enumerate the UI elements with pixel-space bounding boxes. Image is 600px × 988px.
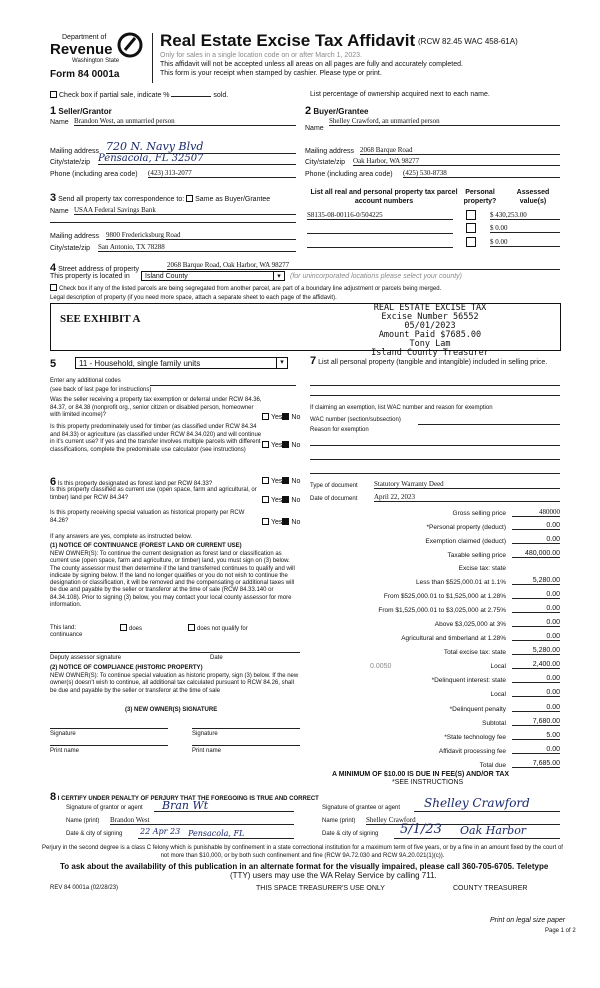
current-use-question: Is this property classified as current use (open space, farm and agricultural, or timber) land per RCW 84.34? (50, 487, 257, 501)
continuance-heading: (1) NOTICE OF CONTINUANCE (FOREST LAND OR CURRENT USE) (50, 543, 242, 549)
page-number: Page 1 of 2 (545, 928, 576, 934)
legal-description-label: Legal description of property (if you need more space, attach a separate sheet to each page of the affidavit). (50, 295, 337, 301)
form-citation: (RCW 82.45 WAC 458-61A) (418, 37, 518, 46)
grantee-date-label: Date & city of signing (322, 831, 379, 837)
corr-city-label: City/state/zip (50, 245, 91, 252)
buyer-address-field[interactable]: 2068 Barque Road (360, 146, 560, 155)
does-not-qualify-row: does not qualify for (188, 624, 248, 632)
fee-label: Less than $525,000.01 at 1.1% (416, 579, 506, 586)
seller-name-label: Name (50, 119, 69, 126)
treasurer-use-only: THIS SPACE TREASURER'S USE ONLY (256, 885, 385, 892)
legal-description-value: SEE EXHIBIT A (60, 313, 141, 325)
buyer-name-label: Name (305, 125, 324, 132)
seller-city-label: City/state/zip (50, 159, 91, 166)
buyer-name-field[interactable]: Shelley Crawford, an unmarried person (329, 117, 560, 126)
fee-value[interactable]: 5,280.00 (512, 577, 560, 585)
fee-value[interactable]: 0.00 (512, 619, 560, 627)
personal-property-checkbox[interactable] (466, 210, 476, 220)
instructions-note: If any answers are yes, complete as instructed below. (50, 534, 193, 540)
buyer-city-label: City/state/zip (305, 159, 346, 166)
does-checkbox[interactable] (120, 624, 127, 631)
timber-question: Is this property predominately used for timber (as classified under RCW 84.34 and 84.33) or agriculture (as classified under RCW 84.34.020) and will continue in it's current use? If yes and the transfer involves multiple parcels with different classifications, complete the predominate use calculator (see instructions) (50, 424, 262, 453)
fee-value[interactable]: 0.00 (512, 746, 560, 754)
county-select[interactable]: Island County ▾ (141, 271, 285, 281)
corr-name-field[interactable]: USAA Federal Savings Bank (74, 206, 296, 215)
county-hint: (for unincorporated locations please select your county) (290, 273, 462, 280)
exemption-question: Was the seller receiving a property tax exemption or deferral under RCW 84.36, 84.37, or 84.38 (nonprofit org., senior citizen or disabled person, homeowner with limited income)? (50, 397, 262, 418)
timber-yes-no: Yes No (262, 441, 300, 449)
dor-logo-icon (117, 32, 143, 58)
assessed-value-field[interactable]: $ 0.00 (490, 224, 560, 233)
buyer-address-label: Mailing address (305, 148, 355, 155)
fee-value[interactable]: 480000 (512, 508, 560, 517)
form-number: Form 84 0001a (50, 69, 120, 80)
assessed-value-header: Assessed value(s) (516, 189, 550, 205)
stamp-line: Amount Paid $7685.00 (378, 330, 482, 340)
fee-label: Total due (479, 762, 506, 769)
grantee-date-field[interactable]: 5/1/23 (400, 822, 442, 837)
parcel-number-field[interactable] (307, 225, 453, 234)
treasurer-stamp (330, 304, 530, 358)
fee-value[interactable]: 5.00 (512, 732, 560, 740)
yes-checkbox[interactable] (262, 441, 269, 448)
seller-city-field[interactable]: Pensacola, FL 32507 (98, 153, 296, 165)
grantor-date-field[interactable]: 22 Apr 23 (140, 827, 181, 836)
yes-checkbox[interactable] (262, 413, 269, 420)
segregation-row: Check box if any of the listed parcels are being segregated from another parcel, are part of a boundary line adjustment or parcels being merged. (50, 284, 441, 292)
no-checkbox[interactable] (282, 496, 289, 503)
form-title: Real Estate Excise Tax Affidavit (160, 31, 416, 50)
segregation-checkbox[interactable] (50, 284, 57, 291)
fee-label: Excise tax: state (458, 565, 506, 572)
fee-value[interactable]: 0.00 (512, 591, 560, 599)
fee-label: Total excise tax: state (443, 649, 506, 656)
land-use-code-select[interactable]: 11 - Household, single family units ▾ (75, 357, 288, 369)
personal-property-checkbox[interactable] (466, 223, 476, 233)
stamp-line: Excise Number 56552 (381, 312, 479, 322)
additional-codes-note: (see back of last page for instructions) (50, 387, 152, 393)
buyer-city-field[interactable]: Oak Harbor, WA 98277 (353, 157, 560, 166)
assessed-value-field[interactable]: $ 0.00 (490, 238, 560, 247)
fee-label: Gross selling price (452, 510, 506, 517)
fee-value[interactable]: 0.00 (512, 633, 560, 641)
accessibility-line-1: To ask about the availability of this publication in an alternate format for the visually impaired, please call 360-705-6705. Teletype (60, 862, 549, 871)
fee-label: *Delinquent interest: state (431, 677, 506, 684)
personal-property-checkbox[interactable] (466, 237, 476, 247)
section-5-number: 5 (50, 358, 57, 370)
fee-label: Agricultural and timberland at 1.28% (401, 635, 506, 642)
dept-line1: Department of (62, 34, 107, 41)
parcel-number-field[interactable] (307, 239, 453, 248)
partial-sale-checkbox[interactable] (50, 91, 57, 98)
compliance-heading: (2) NOTICE OF COMPLIANCE (HISTORIC PROPERTY) (50, 665, 203, 671)
fee-value[interactable]: 0.00 (512, 704, 560, 712)
seller-phone-label: Phone (including area code) (50, 171, 138, 178)
forest-land-question: 6 Is this property designated as forest land per RCW 84.33? (50, 476, 213, 488)
property-address-label: 4 Street address of property (50, 262, 140, 274)
wac-number-label: WAC number (section/subsection) (310, 417, 401, 423)
forest-yes-no: Yes No (262, 477, 300, 485)
grantor-signature[interactable]: Bran Wt (162, 799, 209, 812)
county-treasurer-label: COUNTY TREASURER (453, 885, 528, 892)
grantee-city-field[interactable]: Oak Harbor (460, 824, 527, 837)
buyer-phone-field[interactable]: (425) 530-8738 (403, 169, 560, 178)
grantee-name-field[interactable]: Shelley Crawford (366, 816, 560, 825)
deputy-date-label: Date (210, 655, 223, 661)
fee-label: Above $3,025,000 at 3% (434, 621, 506, 628)
corr-address-field[interactable]: 9800 Fredericksburg Road (106, 231, 296, 240)
same-as-buyer-checkbox[interactable] (186, 195, 193, 202)
stamp-line: REAL ESTATE EXCISE TAX (373, 303, 487, 313)
compliance-text: NEW OWNER(S): To continue special valuation as historic property, sign (3) below. If the new owner(s) doesn't wish to continue, all additional tax calculated pursuant to RCW 84.26, shall be due and payable by the seller or transferor at the time of sale (50, 673, 299, 694)
grantor-date-label: Date & city of signing (66, 831, 123, 837)
revision-number: REV 84 0001a (02/28/23) (50, 885, 119, 891)
yes-checkbox[interactable] (262, 518, 269, 525)
fee-value[interactable]: 480,000.00 (512, 550, 560, 558)
grantee-signature[interactable]: Shelley Crawford (424, 796, 530, 810)
corr-name-label: Name (50, 208, 69, 215)
partial-sale-row: Check box if partial sale, indicate % sold. (50, 91, 228, 99)
fee-label: *Delinquent penalty (449, 706, 506, 713)
document-type-field[interactable]: Statutory Warranty Deed (374, 480, 560, 489)
accessibility-line-2: (TTY) users may use the WA Relay Service by calling 711. (230, 871, 437, 880)
fee-value[interactable]: 0.00 (512, 675, 560, 683)
grantor-name-field[interactable]: Brandon West (110, 816, 294, 825)
continuance-text: NEW OWNER(S): To continue the current designation as forest land or classification as current use (open space, farm and agriculture, or timber) land, you must sign on (3) below. The county assessor must then determine if the land transferred continues to qualify and will indicate by signing below. If the land no longer qualifies or you do not wish to continue the designation or classification, it will be removed and the compensating or additional taxes will be due and payable by the seller or transferor at the time of sale (RCW 84.33.140 or 84.34.108). Prior to signing (3) below, you may contact your local county assessor for more information. (50, 551, 295, 609)
fee-label: From $1,525,000.01 to $3,025,000 at 2.75% (378, 607, 506, 614)
personal-property-label: 7 List all personal property (tangible and intangible) included in selling price. (310, 355, 548, 367)
exemption-yes-no: Yes No (262, 413, 300, 421)
fee-value[interactable]: 7,685.00 (512, 760, 560, 768)
does-not-checkbox[interactable] (188, 624, 195, 631)
no-checkbox[interactable] (282, 413, 289, 420)
seller-heading: 1 Seller/Grantor (50, 105, 112, 117)
buyer-phone-label: Phone (including area code) (305, 171, 393, 178)
document-date-field[interactable]: April 22, 2023 (374, 493, 560, 502)
this-land-label: This land: (50, 625, 77, 631)
note-2: This affidavit will not be accepted unless all areas on all pages are fully and accurately completed. (160, 61, 463, 68)
fee-value[interactable]: 7,680.00 (512, 718, 560, 726)
grantor-city-field[interactable]: Pensacola, FL (188, 829, 245, 838)
signature-label: Signature (50, 731, 76, 737)
chevron-down-icon: ▾ (276, 358, 287, 368)
local-rate: 0.0050 (370, 663, 392, 670)
print-name-label: Print name (192, 748, 222, 754)
assessed-value-field[interactable]: $ 430,253.00 (490, 211, 560, 220)
no-checkbox[interactable] (282, 441, 289, 448)
yes-checkbox[interactable] (262, 477, 269, 484)
seller-name-field[interactable]: Brandon West, an unmarried person (74, 117, 296, 126)
fee-label: *State technology fee (444, 734, 506, 741)
fee-value[interactable]: 5,280.00 (512, 647, 560, 655)
no-checkbox[interactable] (282, 477, 289, 484)
buyer-heading: 2 Buyer/Grantee (305, 105, 369, 117)
signature-label: Signature (192, 731, 218, 737)
print-name-label: Print name (50, 748, 80, 754)
seller-phone-field[interactable]: (423) 313-2077 (148, 169, 296, 178)
historic-question: Is this property receiving special valuation as historical property per RCW 84.26? (50, 510, 245, 524)
fee-value[interactable]: 0.00 (512, 689, 560, 697)
seller-address-field[interactable]: 720 N. Navy Blvd (106, 140, 296, 154)
note-1: Only for sales in a single location code on or after March 1, 2023. (160, 52, 362, 59)
fee-label: Taxable selling price (447, 552, 506, 559)
dept-line2: Revenue (50, 41, 113, 58)
fee-value[interactable]: 2,400.00 (512, 661, 560, 669)
property-address-field[interactable]: 2068 Barque Road, Oak Harbor, WA 98277 (167, 261, 560, 270)
stamp-line: Tony Lam (409, 339, 451, 349)
does-qualify-row: does (120, 624, 142, 632)
additional-codes-label: Enter any additional codes (50, 378, 121, 384)
correspondence-heading: 3 Send all property tax correspondence to: Same as Buyer/Grantee (50, 192, 271, 204)
current-use-yes-no: Yes No (262, 496, 300, 504)
minimum-fee-note: A MINIMUM OF $10.00 IS DUE IN FEE(S) AND/OR TAX (332, 771, 510, 778)
fee-value[interactable]: 0.00 (512, 605, 560, 613)
perjury-statement: Perjury in the second degree is a class C felony which is punishable by confinement in a state correctional institution for a maximum term of five years, or by a fine in an amount fixed by the court of not more than $10,000, or by both such confinement and fine (RCW 9A.72.030 and RCW 9A.20.021(1)(c)). (42, 845, 563, 859)
continuance-label: continuance (50, 632, 83, 638)
list-percentage-note: List percentage of ownership acquired next to each name. (310, 91, 490, 98)
grantor-signature-label: Signature of grantor or agent (66, 805, 143, 811)
personal-property-header: Personal property? (463, 189, 497, 205)
stamp-line: 05/01/2023 (404, 321, 456, 331)
location-label: This property is located in (50, 273, 130, 280)
grantee-name-label: Name (print) (322, 818, 356, 824)
note-3: This form is your receipt when stamped by cashier. Please type or print. (160, 70, 382, 77)
fee-label: *Personal property (deduct) (426, 524, 506, 531)
parcel-header: List all real and personal property tax parcel account numbers (310, 189, 458, 205)
see-instructions: *SEE INSTRUCTIONS (392, 779, 464, 786)
fee-label: Subtotal (482, 720, 506, 727)
fee-label: Local (490, 691, 506, 698)
corr-city-field[interactable]: San Antonio, TX 78288 (98, 243, 296, 252)
no-checkbox[interactable] (282, 518, 289, 525)
fee-value[interactable]: 0.00 (512, 536, 560, 544)
dept-line3: Washington State (72, 58, 120, 64)
historic-yes-no: Yes No (262, 518, 300, 526)
document-date-label: Date of document (310, 496, 358, 502)
exemption-reason-label: Reason for exemption (310, 427, 369, 433)
fee-label: From $525,000.01 to $1,525,000 at 1.28% (383, 593, 506, 600)
document-type-label: Type of document (310, 483, 358, 489)
certification-statement: 8 I CERTIFY UNDER PENALTY OF PERJURY THAT THE FOREGOING IS TRUE AND CORRECT (50, 791, 319, 803)
new-owner-signature-heading: (3) NEW OWNER(S) SIGNATURE (125, 707, 218, 713)
grantee-signature-label: Signature of grantee or agent (322, 805, 401, 811)
stamp-line: Island County Treasurer (371, 348, 489, 358)
fee-label: Exemption claimed (deduct) (425, 538, 506, 545)
seller-address-label: Mailing address (50, 148, 100, 155)
fee-label: Affidavit processing fee (438, 748, 506, 755)
deputy-signature-label: Deputy assessor signature (50, 655, 122, 661)
parcel-number-field[interactable]: S8135-08-00116-0/504225 (307, 211, 453, 220)
paper-size-note: Print on legal size paper (490, 917, 566, 924)
grantor-name-label: Name (print) (66, 818, 100, 824)
yes-checkbox[interactable] (262, 496, 269, 503)
fee-label: Local (490, 663, 506, 670)
fee-value[interactable]: 0.00 (512, 522, 560, 530)
chevron-down-icon: ▾ (273, 272, 284, 280)
corr-address-label: Mailing address (50, 233, 100, 240)
exemption-claim-label: If claiming an exemption, list WAC number and reason for exemption (310, 405, 493, 411)
